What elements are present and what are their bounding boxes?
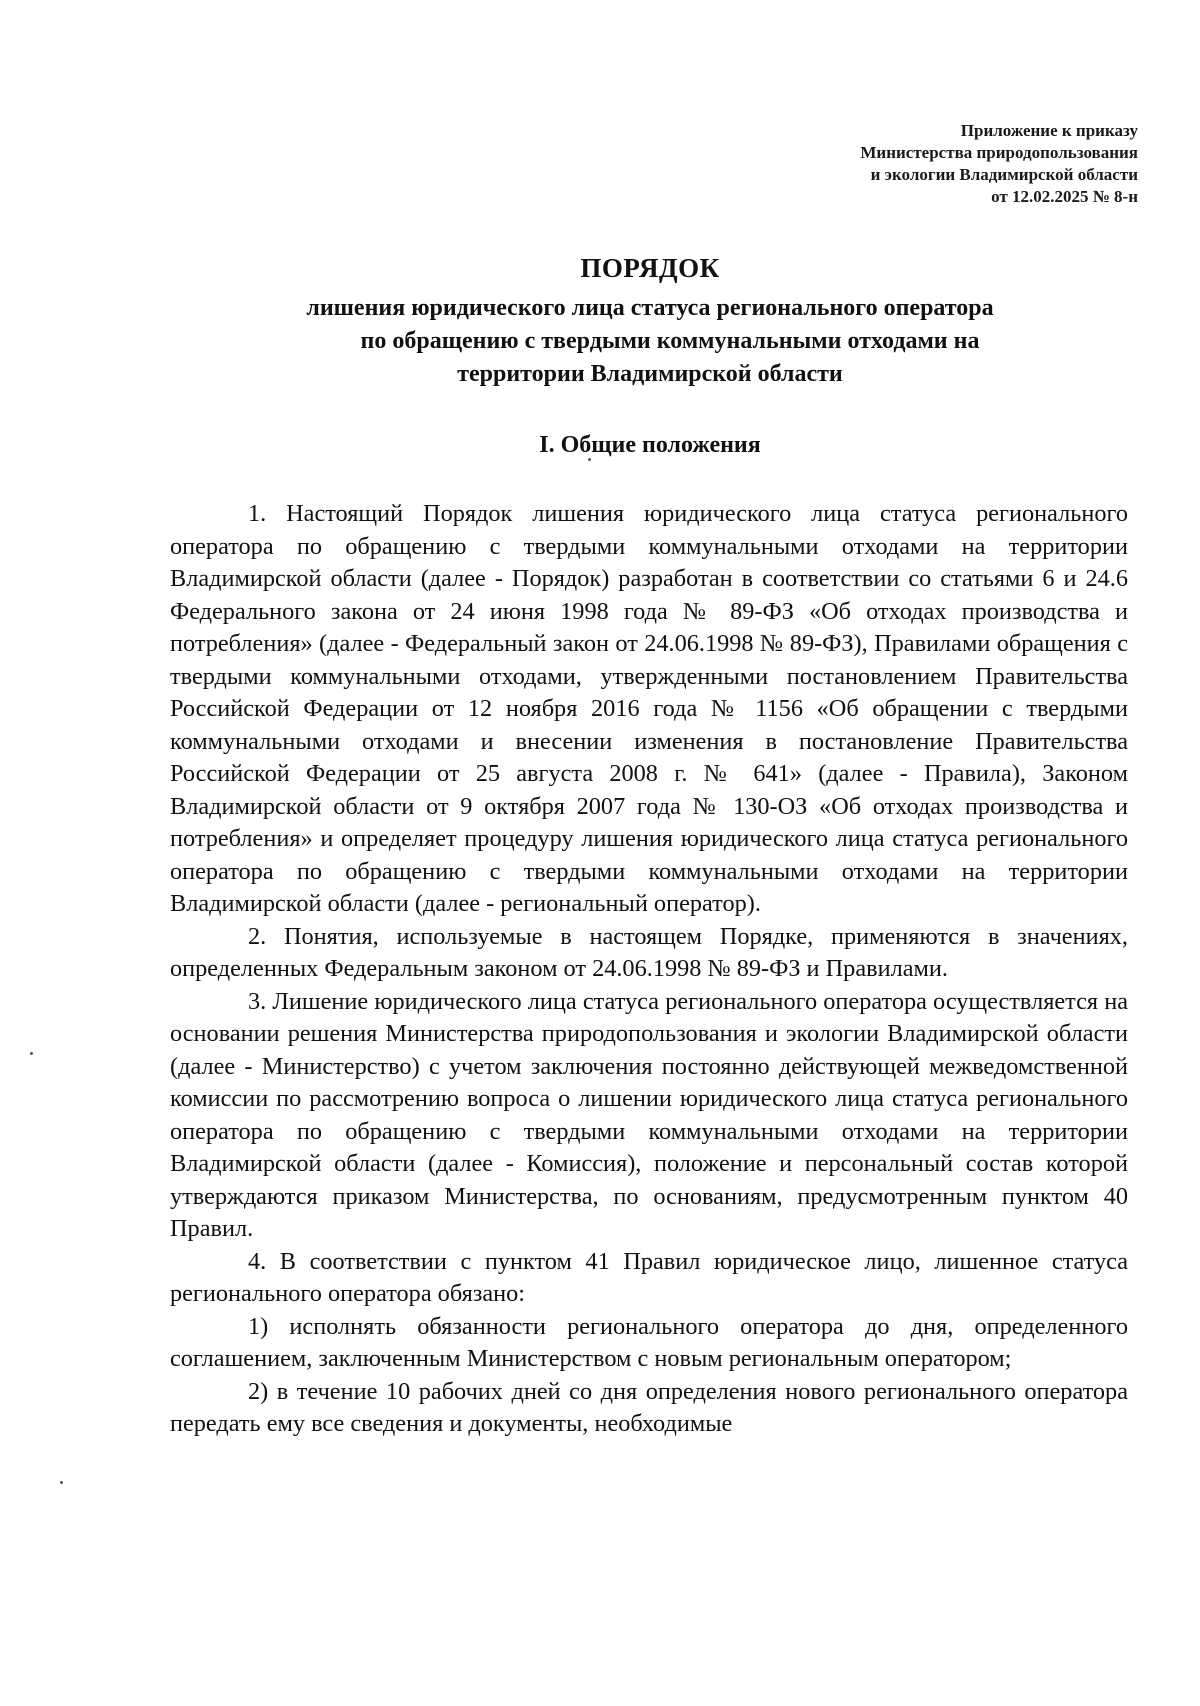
- scan-speck: [30, 1052, 33, 1055]
- approval-line: и экологии Владимирской области: [870, 165, 1138, 184]
- paragraph-3: 3. Лишение юридического лица статуса регионального оператора осуществляется на основании решения Министерства природопользования и экологии Владимирской области (далее - Министерство) с учетом заключения постоянно действующей межведомственной комиссии по рассмотрению вопроса о лишении юридического лица статуса регионального оператора по обращению с твердыми коммунальными отходами на территории Владимирской области (далее - Комиссия), положение и персональный состав которой утверждаются приказом Министерства, по основаниям, предусмотренным пунктом 40 Правил.: [170, 987, 1128, 1242]
- subtitle-line: территории Владимирской области: [457, 361, 843, 387]
- paragraph-4-item-2: 2) в течение 10 рабочих дней со дня определения нового регионального оператора передать ему все сведения и документы, необходимые: [170, 1377, 1128, 1437]
- document-title-subtitle: [170, 292, 1130, 391]
- paragraph-2: 2. Понятия, используемые в настоящем Порядке, применяются в значениях, определенных Федеральным законом от 24.06.1998 № 89-ФЗ и Правилами.: [170, 922, 1128, 982]
- approval-line: Министерства природопользования: [860, 143, 1138, 162]
- paragraph-4: 4. В соответствии с пунктом 41 Правил юридическое лицо, лишенное статуса регионального оператора обязано:: [170, 1247, 1128, 1307]
- document-body: [170, 498, 1128, 1441]
- approval-stamp-block: [860, 120, 1138, 208]
- paragraph-1: 1. Настоящий Порядок лишения юридического лица статуса регионального оператора по обращению с твердыми коммунальными отходами на территории Владимирской области (далее - Порядок) разработан в соответствии со статьями 6 и 24.6 Федерального закона от 24 июня 1998 года № 89-ФЗ «Об отходах производства и потребления» (далее - Федеральный закон от 24.06.1998 № 89-ФЗ), Правилами обращения с твердыми коммунальными отходами, утвержденными постановлением Правительства Российской Федерации от 12 ноября 2016 года № 1156 «Об обращении с твердыми коммунальными отходами и внесении изменения в постановление Правительства Российской Федерации от 25 августа 2008 г. № 641» (далее - Правила), Законом Владимирской области от 9 октября 2007 года № 130-ОЗ «Об отходах производства и потребления» и определяет процедуру лишения юридического лица статуса регионального оператора по обращению с твердыми коммунальными отходами на территории Владимирской области (далее - региональный оператор).: [170, 500, 1128, 917]
- approval-date-line: от 12.02.2025 № 8-н: [991, 187, 1138, 206]
- document-title: [170, 252, 1130, 391]
- subtitle-line: лишения юридического лица статуса регионального оператора: [306, 295, 994, 321]
- scan-speck: [60, 1481, 63, 1484]
- subtitle-line: по обращению с твердыми коммунальными отходами на: [360, 328, 980, 354]
- section-heading: I. Общие положения: [539, 432, 761, 458]
- document-title-main: ПОРЯДОК: [580, 253, 720, 283]
- approval-line: Приложение к приказу: [960, 121, 1138, 140]
- paragraph-4-item-1: 1) исполнять обязанности регионального оператора до дня, определенного соглашением, заключенным Министерством с новым региональным оператором;: [170, 1312, 1128, 1372]
- scan-speck: [588, 458, 591, 461]
